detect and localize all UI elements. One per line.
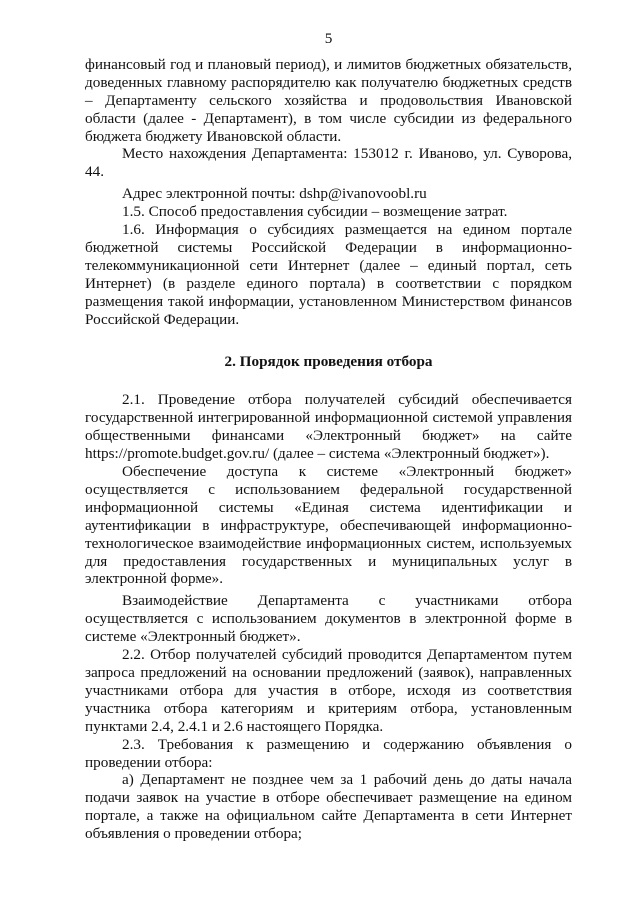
page-number: 5 <box>324 30 333 47</box>
paragraph-2-3: 2.3. Требования к размещению и содержанию объявления о проведении отбора: <box>85 735 572 771</box>
paragraph-2-2: 2.2. Отбор получателей субсидий проводится Департаментом путем запроса предложений на основании предложений (заявок), направленных участниками отбора для участия в отборе, исходя из соответствия участника отбора категориям и критериям отбора, установленным пунктами 2.4, 2.4.1 и 2.6 настоящего Порядка. <box>85 646 572 735</box>
paragraph-department-location: Место нахождения Департамента: 153012 г. Иваново, ул. Суворова, 44. <box>85 145 572 181</box>
paragraph-interaction: Взаимодействие Департамента с участниками отбора осуществляется с использованием документов в электронной форме в системе «Электронный бюджет». <box>85 592 572 646</box>
section-heading: 2. Порядок проведения отбора <box>224 352 433 370</box>
paragraph-email: Адрес электронной почты: dshp@ivanovoobl.ru <box>122 185 427 203</box>
paragraph-2-1: 2.1. Проведение отбора получателей субсидий обеспечивается государственной интегрированной информационной системой управления общественными финансами «Электронный бюджет» на сайте https://promote.budget.gov.ru/ (далее – система «Электронный бюджет»). <box>85 391 572 463</box>
paragraph-2-3-a: а) Департамент не позднее чем за 1 рабочий день до даты начала подачи заявок на участие в отборе обеспечивает размещение на едином портале, а также на официальном сайте Департамента в сети Интернет объявления о проведении отбора; <box>85 771 572 843</box>
paragraph-access: Обеспечение доступа к системе «Электронный бюджет» осуществляется с использованием федеральной государственной информационной системы «Единая система идентификации и аутентификации в инфраструктуре, обеспечивающей информационно-технологическое взаимодействие информационных систем, используемых для предоставления государственных и муниципальных услуг в электронной форме». <box>85 463 572 588</box>
document-page <box>85 30 572 843</box>
paragraph-1-6: 1.6. Информация о субсидиях размещается на едином портале бюджетной системы Российской Федерации в информационно-телекоммуникационной сети Интернет (далее – единый портал, сеть Интернет) (в разделе единого портала) в соответствии с порядком размещения такой информации, установленном Министерством финансов Российской Федерации. <box>85 221 572 328</box>
paragraph-1-5: 1.5. Способ предоставления субсидии – возмещение затрат. <box>122 203 508 221</box>
paragraph-funding-limits: финансовый год и плановый период), и лимитов бюджетных обязательств, доведенных главному распорядителю как получателю бюджетных средств – Департаменту сельского хозяйства и продовольствия Ивановской области (далее - Департамент), в том числе субсидии из федерального бюджета бюджету Ивановской области. <box>85 55 572 145</box>
